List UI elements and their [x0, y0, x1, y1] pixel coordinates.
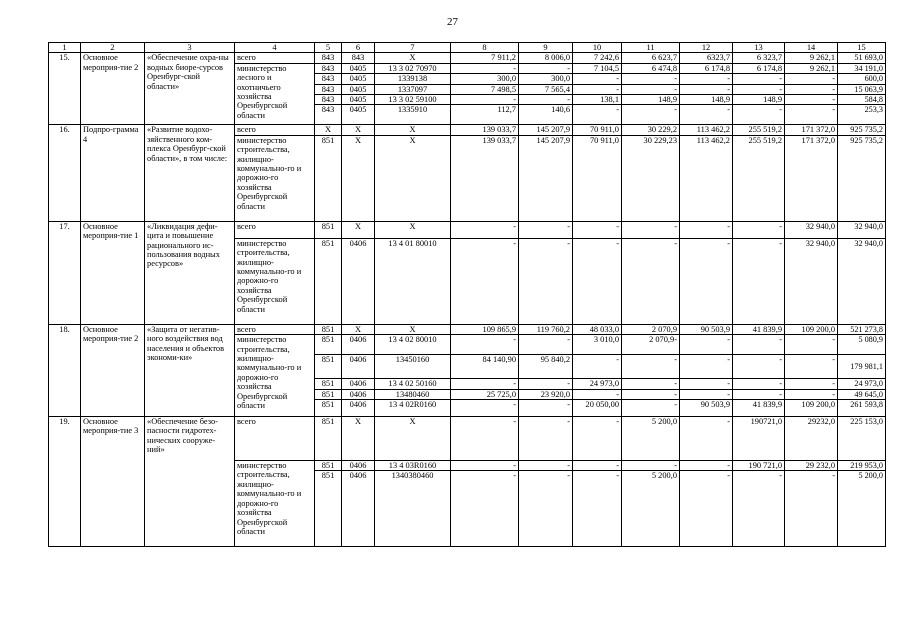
cell-csr: 13480460 [375, 389, 451, 399]
cell-total: 49 645,0 [838, 389, 886, 399]
cell-total: 600,0 [838, 74, 886, 84]
cell-value: - [785, 105, 838, 125]
cell-value: - [680, 84, 733, 94]
cell-grbs: 851 [315, 238, 342, 324]
cell-value: 109 200,0 [785, 324, 838, 334]
cell-value: 32 940,0 [785, 238, 838, 324]
cell-value: 112,7 [451, 105, 519, 125]
cell-value: 140,6 [519, 105, 573, 125]
cell-value: - [680, 355, 733, 379]
table-row [49, 53, 886, 63]
cell-grbs: 843 [315, 84, 342, 94]
cell-value: - [573, 417, 622, 461]
table-row [49, 324, 886, 334]
cell-rzpr: X [342, 417, 375, 461]
cell-value: 113 462,2 [680, 135, 733, 221]
cell-value: 5 200,0 [622, 417, 680, 461]
cell-value: - [451, 63, 519, 73]
cell-value: - [451, 335, 519, 355]
cell-value: - [573, 355, 622, 379]
cell-value: - [451, 471, 519, 547]
cell-csr: 13 3 02 70970 [375, 63, 451, 73]
cell-grbs: 843 [315, 63, 342, 73]
header-cell: 6 [342, 43, 375, 53]
cell-value: - [573, 74, 622, 84]
cell-value: - [680, 238, 733, 324]
cell-value: - [622, 389, 680, 399]
cell-value: 95 840,2 [519, 355, 573, 379]
cell-rzpr: X [342, 221, 375, 238]
cell-value: 7 498,5 [451, 84, 519, 94]
header-cell: 3 [145, 43, 235, 53]
cell-total: 925 735,2 [838, 125, 886, 135]
row-type: Подпро-грамма 4 [81, 125, 145, 221]
cell-value: - [622, 84, 680, 94]
cell-grbs: 851 [315, 417, 342, 461]
executor-ministry: министерство строительства, жилищно-коммунально-го и дорожно-го хозяйства Оренбургской области [235, 461, 315, 547]
cell-grbs: 851 [315, 400, 342, 417]
cell-grbs: 843 [315, 74, 342, 84]
cell-value: - [733, 221, 785, 238]
cell-value: - [519, 63, 573, 73]
header-cell: 12 [680, 43, 733, 53]
cell-value: 171 372,0 [785, 135, 838, 221]
cell-value: 30 229,2 [622, 125, 680, 135]
cell-value: 70 911,0 [573, 135, 622, 221]
cell-value: - [451, 238, 519, 324]
header-cell: 11 [622, 43, 680, 53]
cell-csr: 13 4 02R0160 [375, 400, 451, 417]
cell-grbs: 851 [315, 379, 342, 389]
cell-value: - [680, 221, 733, 238]
cell-value: - [519, 221, 573, 238]
row-type: Основное мероприя-тие 3 [81, 417, 145, 547]
cell-value: - [680, 74, 733, 84]
cell-rzpr: 0406 [342, 379, 375, 389]
cell-value: 190721,0 [733, 417, 785, 461]
header-row [49, 43, 886, 53]
cell-value: 148,9 [733, 95, 785, 105]
cell-value: - [622, 355, 680, 379]
cell-value: 48 033,0 [573, 324, 622, 334]
cell-value: 84 140,90 [451, 355, 519, 379]
cell-value: 145 207,9 [519, 125, 573, 135]
cell-rzpr: 0406 [342, 355, 375, 379]
cell-value: 300,0 [451, 74, 519, 84]
cell-total: 261 593,8 [838, 400, 886, 417]
cell-value: - [733, 84, 785, 94]
cell-value: - [733, 238, 785, 324]
cell-value: 255 519,2 [733, 135, 785, 221]
cell-value: 6323,7 [680, 53, 733, 63]
cell-value: - [519, 400, 573, 417]
cell-rzpr: 0405 [342, 63, 375, 73]
cell-value: 139 033,7 [451, 125, 519, 135]
cell-rzpr: 0406 [342, 389, 375, 399]
cell-value: 190 721,0 [733, 461, 785, 471]
cell-value: - [622, 238, 680, 324]
cell-value: - [785, 355, 838, 379]
cell-rzpr: 0405 [342, 84, 375, 94]
header-cell: 10 [573, 43, 622, 53]
header-cell: 13 [733, 43, 785, 53]
cell-value: - [785, 389, 838, 399]
cell-value: 9 262,1 [785, 53, 838, 63]
row-type: Основное мероприя-тие 2 [81, 53, 145, 125]
cell-value: 3 010,0 [573, 335, 622, 355]
row-type: Основное мероприя-тие 1 [81, 221, 145, 324]
cell-total: 179 981,1 [838, 355, 886, 379]
cell-value: 32 940,0 [785, 221, 838, 238]
cell-value: - [519, 335, 573, 355]
cell-value: 8 006,0 [519, 53, 573, 63]
cell-value: - [785, 379, 838, 389]
cell-rzpr: X [342, 125, 375, 135]
cell-value: - [785, 84, 838, 94]
cell-rzpr: 843 [342, 53, 375, 63]
row-name: «Обеспечение безо-пасности гидротех-нических сооруже-ний» [145, 417, 235, 547]
cell-value: - [573, 471, 622, 547]
cell-value: 29232,0 [785, 417, 838, 461]
cell-value: - [573, 461, 622, 471]
cell-value: 41 839,9 [733, 324, 785, 334]
executor-total: всего [235, 221, 315, 238]
cell-rzpr: 0406 [342, 335, 375, 355]
cell-rzpr: 0406 [342, 471, 375, 547]
cell-value: - [733, 379, 785, 389]
cell-grbs: 851 [315, 355, 342, 379]
cell-value: - [573, 389, 622, 399]
cell-grbs: 851 [315, 471, 342, 547]
row-type: Основное мероприя-тие 2 [81, 324, 145, 416]
cell-value: - [519, 238, 573, 324]
cell-value: - [785, 335, 838, 355]
header-cell: 15 [838, 43, 886, 53]
cell-total: 5 200,0 [838, 471, 886, 547]
row-name: «Ликвидация дефи-цита и повышение рационального ис-пользования водных ресурсов» [145, 221, 235, 324]
table-row [49, 125, 886, 135]
cell-csr: X [375, 417, 451, 461]
cell-value: - [451, 417, 519, 461]
cell-value: 255 519,2 [733, 125, 785, 135]
cell-csr: 13 4 02 80010 [375, 335, 451, 355]
header-cell: 4 [235, 43, 315, 53]
cell-value: - [680, 471, 733, 547]
header-cell: 5 [315, 43, 342, 53]
cell-value: - [451, 379, 519, 389]
cell-value: 90 503,9 [680, 400, 733, 417]
cell-value: - [733, 74, 785, 84]
header-cell: 8 [451, 43, 519, 53]
cell-grbs: 851 [315, 389, 342, 399]
cell-total: 34 191,0 [838, 63, 886, 73]
header-cell: 9 [519, 43, 573, 53]
cell-value: 6 474,8 [622, 63, 680, 73]
cell-value: - [451, 461, 519, 471]
row-number: 17. [49, 221, 81, 324]
cell-value: - [451, 95, 519, 105]
cell-value: - [733, 389, 785, 399]
executor-total: всего [235, 417, 315, 461]
cell-value: 171 372,0 [785, 125, 838, 135]
executor-total: всего [235, 125, 315, 135]
cell-value: 24 973,0 [573, 379, 622, 389]
cell-value: - [785, 471, 838, 547]
cell-rzpr: 0405 [342, 105, 375, 125]
cell-value: 23 920,0 [519, 389, 573, 399]
cell-value: 7 242,6 [573, 53, 622, 63]
cell-value: 119 760,2 [519, 324, 573, 334]
row-number: 16. [49, 125, 81, 221]
cell-value: - [622, 400, 680, 417]
header-cell: 7 [375, 43, 451, 53]
cell-csr: 13 4 01 80010 [375, 238, 451, 324]
cell-value: - [519, 95, 573, 105]
cell-total: 521 273,8 [838, 324, 886, 334]
executor-total: всего [235, 53, 315, 63]
cell-csr: 13 4 03R0160 [375, 461, 451, 471]
table-row [49, 417, 886, 461]
cell-value: 6 323,7 [733, 53, 785, 63]
cell-value: 2 070,9- [622, 335, 680, 355]
cell-value: - [622, 461, 680, 471]
cell-value: 41 839,9 [733, 400, 785, 417]
cell-grbs: 843 [315, 53, 342, 63]
cell-value: 300,0 [519, 74, 573, 84]
table-row [49, 221, 886, 238]
header-cell: 2 [81, 43, 145, 53]
row-name: «Обеспечение охра-ны водных биоре-сурсов Оренбург-ской области» [145, 53, 235, 125]
cell-value: - [622, 74, 680, 84]
cell-value: 138,1 [573, 95, 622, 105]
executor-ministry: министерство строительства, жилищно-коммунально-го и дорожно-го хозяйства Оренбургской области [235, 135, 315, 221]
cell-value: 109 200,0 [785, 400, 838, 417]
executor-total: всего [235, 324, 315, 334]
row-number: 18. [49, 324, 81, 416]
cell-csr: 13450160 [375, 355, 451, 379]
cell-value: 6 623,7 [622, 53, 680, 63]
cell-rzpr: 0406 [342, 238, 375, 324]
cell-value: - [680, 335, 733, 355]
row-name: «Развитие водохо-зяйственного ком-плекса Оренбург-ской области», в том числе: [145, 125, 235, 221]
cell-total: 225 153,0 [838, 417, 886, 461]
cell-total: 253,3 [838, 105, 886, 125]
cell-value: - [451, 221, 519, 238]
cell-total: 5 080,9 [838, 335, 886, 355]
cell-csr: 1340380460 [375, 471, 451, 547]
cell-value: - [680, 461, 733, 471]
cell-csr: X [375, 324, 451, 334]
cell-csr: 1337097 [375, 84, 451, 94]
cell-value: 30 229,23 [622, 135, 680, 221]
cell-value: 6 174,8 [680, 63, 733, 73]
cell-rzpr: X [342, 135, 375, 221]
page-number: 27 [447, 16, 458, 28]
cell-value: - [622, 105, 680, 125]
cell-value: - [785, 74, 838, 84]
cell-total: 24 973,0 [838, 379, 886, 389]
cell-value: - [519, 461, 573, 471]
executor-ministry: министерство строительства, жилищно-коммунально-го и дорожно-го хозяйства Оренбургской области [235, 238, 315, 324]
cell-csr: X [375, 53, 451, 63]
cell-total: 32 940,0 [838, 238, 886, 324]
cell-value: - [733, 355, 785, 379]
cell-csr: X [375, 135, 451, 221]
cell-value: - [451, 400, 519, 417]
cell-value: - [622, 221, 680, 238]
cell-value: - [519, 379, 573, 389]
cell-value: - [519, 417, 573, 461]
cell-value: - [680, 105, 733, 125]
cell-value: 6 174,8 [733, 63, 785, 73]
row-name: «Защита от негатив-ного воздействия вод населения и объектов экономи-ки» [145, 324, 235, 416]
cell-grbs: 851 [315, 135, 342, 221]
cell-value: 148,9 [622, 95, 680, 105]
cell-rzpr: 0405 [342, 95, 375, 105]
budget-table [48, 42, 886, 547]
cell-value: - [680, 417, 733, 461]
cell-value: 113 462,2 [680, 125, 733, 135]
cell-value: - [733, 335, 785, 355]
cell-value: - [622, 379, 680, 389]
cell-value: - [573, 238, 622, 324]
cell-value: 145 207,9 [519, 135, 573, 221]
cell-csr: 13 4 02 50160 [375, 379, 451, 389]
cell-total: 32 940,0 [838, 221, 886, 238]
cell-value: 70 911,0 [573, 125, 622, 135]
cell-value: 20 050,00 [573, 400, 622, 417]
cell-total: 51 693,0 [838, 53, 886, 63]
cell-value: - [519, 471, 573, 547]
cell-rzpr: 0405 [342, 74, 375, 84]
cell-rzpr: 0406 [342, 461, 375, 471]
cell-value: - [573, 221, 622, 238]
cell-value: 148,9 [680, 95, 733, 105]
cell-value: - [573, 105, 622, 125]
cell-csr: 1339138 [375, 74, 451, 84]
header-cell: 1 [49, 43, 81, 53]
cell-value: - [573, 84, 622, 94]
cell-rzpr: X [342, 324, 375, 334]
cell-total: 584,8 [838, 95, 886, 105]
cell-grbs: 843 [315, 105, 342, 125]
cell-csr: X [375, 125, 451, 135]
cell-grbs: 851 [315, 335, 342, 355]
cell-total: 15 063,9 [838, 84, 886, 94]
cell-value: 29 232,0 [785, 461, 838, 471]
cell-value: 7 565,4 [519, 84, 573, 94]
cell-total: 925 735,2 [838, 135, 886, 221]
executor-ministry: министерство лесного и охотничьего хозяйства Оренбургской области [235, 63, 315, 125]
cell-value: 109 865,9 [451, 324, 519, 334]
cell-grbs: 851 [315, 461, 342, 471]
cell-grbs: 851 [315, 324, 342, 334]
cell-value: - [680, 389, 733, 399]
cell-value: - [785, 95, 838, 105]
cell-total: 219 953,0 [838, 461, 886, 471]
cell-value: 25 725,0 [451, 389, 519, 399]
cell-value: 7 104,5 [573, 63, 622, 73]
cell-value: - [733, 105, 785, 125]
cell-csr: 1335910 [375, 105, 451, 125]
cell-csr: X [375, 221, 451, 238]
cell-grbs: 843 [315, 95, 342, 105]
cell-value: 2 070,9 [622, 324, 680, 334]
cell-value: 9 262,1 [785, 63, 838, 73]
cell-value: - [733, 471, 785, 547]
cell-grbs: X [315, 125, 342, 135]
row-number: 15. [49, 53, 81, 125]
cell-value: 5 200,0 [622, 471, 680, 547]
cell-value: 7 911,2 [451, 53, 519, 63]
cell-value: - [680, 379, 733, 389]
executor-ministry: министерство строительства, жилищно-коммунально-го и дорожно-го хозяйства Оренбургской области [235, 335, 315, 417]
cell-value: 90 503,9 [680, 324, 733, 334]
cell-value: 139 033,7 [451, 135, 519, 221]
cell-grbs: 851 [315, 221, 342, 238]
cell-rzpr: 0406 [342, 400, 375, 417]
header-cell: 14 [785, 43, 838, 53]
row-number: 19. [49, 417, 81, 547]
cell-csr: 13 3 02 59100 [375, 95, 451, 105]
